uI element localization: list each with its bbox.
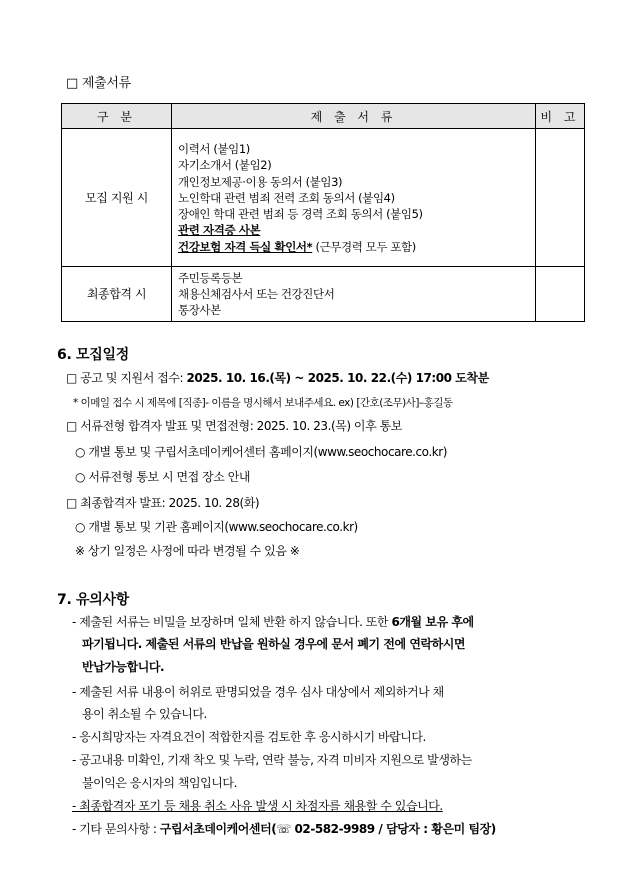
notes-title: 7. 유의사항: [57, 592, 129, 608]
contact-info: 구립서초데이케어센터(☏ 02-582-9989 / 담당자 : 황은미 팀장): [159, 822, 496, 836]
header-category: 구 분: [62, 104, 172, 129]
doc-item: 주민등록등본: [178, 271, 243, 285]
schedule-title: 6. 모집일정: [57, 347, 129, 363]
apply-date: 2025. 10. 16.(목) ~ 2025. 10. 22.(수) 17:00 도착분: [186, 371, 489, 385]
documents-list-cell: [172, 129, 536, 267]
header-note: 비 고: [536, 104, 585, 129]
doc-item: 노인학대 관련 범죄 전력 조회 동의서 (붙임4): [178, 190, 395, 205]
note-1-line-3: 반납가능합니다.: [82, 660, 165, 674]
change-note: ※ 상기 일정은 사정에 따라 변경될 수 있음 ※: [75, 544, 300, 558]
table-header-row: [62, 104, 585, 129]
doc-result-sub2: ○ 서류전형 통보 시 면접 장소 안내: [75, 470, 251, 484]
doc-item: 자기소개서 (붙임2): [178, 158, 272, 173]
category-cell: 모집 지원 시: [62, 129, 172, 267]
note-cell: [536, 267, 585, 322]
final-result: □ 최종합격자 발표: 2025. 10. 28(화): [66, 496, 260, 510]
doc-item: 개인정보제공·이용 동의서 (붙임3): [178, 174, 343, 189]
note-3: - 응시희망자는 자격요건이 적합한지를 검토한 후 응시하시기 바랍니다.: [72, 730, 426, 744]
note-text: - 기타 문의사항 :: [72, 822, 160, 836]
doc-result: □ 서류전형 합격자 발표 및 면접전형: 2025. 10. 23.(목) 이후 통보: [66, 419, 402, 433]
note-2-line-2: 용이 취소될 수 있습니다.: [82, 707, 207, 721]
note-bold: 6개월 보유 후에: [391, 615, 474, 629]
doc-item: 통장사본: [178, 303, 221, 318]
note-cell: [536, 129, 585, 267]
doc-item: 이력서 (붙임1): [178, 142, 250, 157]
note-1-line-2: 파기됩니다. 제출된 서류의 반납을 원하실 경우에 문서 폐기 전에 연락하시면: [82, 637, 466, 651]
final-result-sub: ○ 개별 통보 및 기관 홈페이지(www.seochocare.co.kr): [75, 520, 358, 534]
note-4-line-1: - 공고내용 미확인, 기재 착오 및 누락, 연락 불능, 자격 미비자 지원으로 발생하는: [72, 753, 472, 767]
note-2-line-1: - 제출된 서류 내용이 허위로 판명되었을 경우 심사 대상에서 제외하거나 채: [72, 685, 444, 699]
doc-result-sub1: ○ 개별 통보 및 구립서초데이케어센터 홈페이지(www.seochocare.co.kr): [75, 445, 447, 459]
doc-item-bold: 건강보험 자격 득실 확인서*: [178, 239, 313, 254]
note-5: - 최종합격자 포기 등 채용 취소 사유 발생 시 차점자를 채용할 수 있습니다.: [72, 799, 443, 813]
doc-item: 채용신체검사서 또는 건강진단서: [178, 287, 335, 302]
email-note: * 이메일 접수 시 제목에 [직종]- 이름을 명시해서 보내주세요. ex) [간호(조무)사]–홍길동: [73, 397, 453, 409]
documents-list-cell: [172, 267, 536, 322]
doc-item: 장애인 학대 관련 범죄 등 경력 조회 동의서 (붙임5): [178, 207, 423, 222]
note-4-line-2: 불이익은 응시자의 책임입니다.: [82, 776, 237, 790]
doc-item-health-insurance: [178, 239, 527, 255]
documents-table: [61, 103, 585, 322]
doc-item-bold: 관련 자격증 사본: [178, 223, 261, 238]
note-6: [72, 820, 496, 837]
category-cell: 최종합격 시: [62, 267, 172, 322]
note-text: - 제출된 서류는 비밀을 보장하며 일체 반환 하지 않습니다. 또한: [72, 615, 392, 629]
apply-label: □ 공고 및 지원서 접수:: [66, 371, 187, 385]
note-1-line-1: [72, 613, 474, 630]
apply-period: [66, 369, 489, 386]
table-row-final: [62, 267, 585, 322]
doc-item-extra: (근무경력 모두 포함): [312, 239, 416, 254]
table-row-apply: [62, 129, 585, 267]
docs-section-heading: □ 제출서류: [66, 76, 131, 91]
header-documents: 제 출 서 류: [172, 104, 536, 129]
